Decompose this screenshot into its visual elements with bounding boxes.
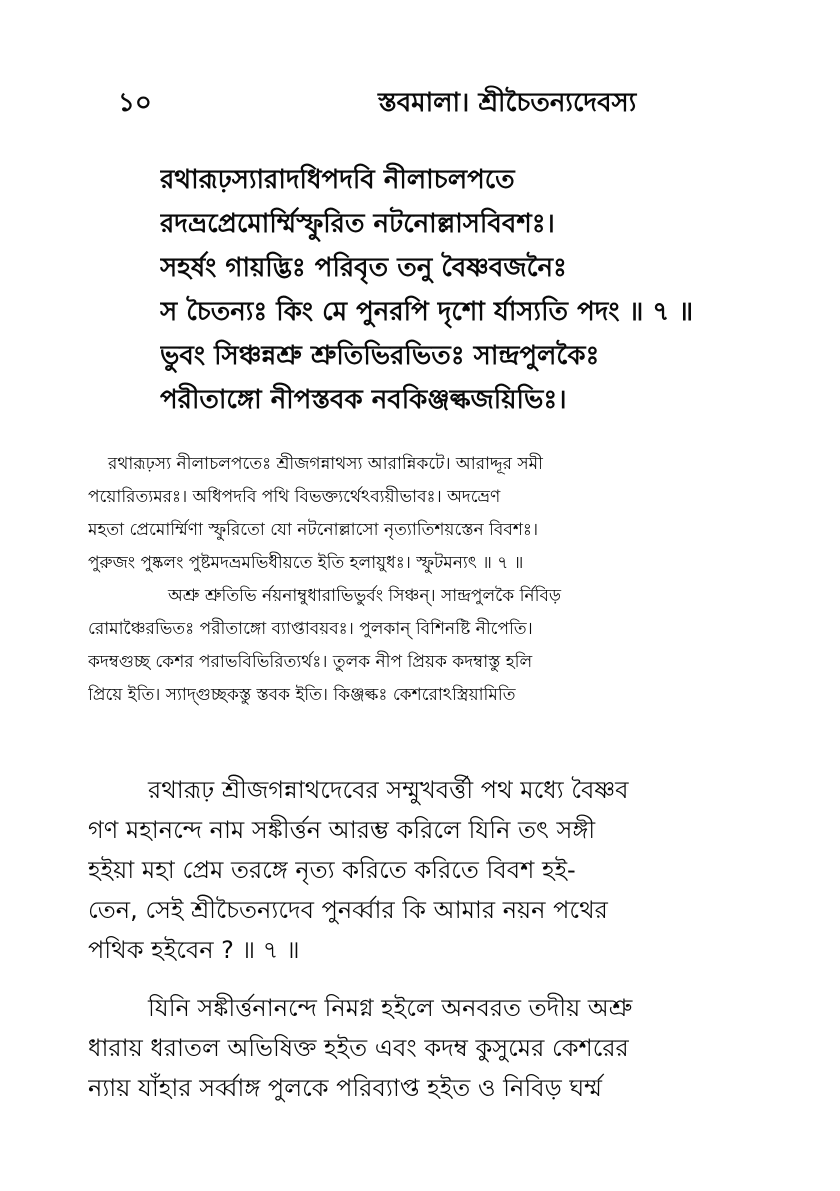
- translation-line: রথারূঢ় শ্রীজগন্নাথদেবের সম্মুখবর্ত্তী পথ মধ্যে বৈষ্ণব: [148, 776, 629, 804]
- commentary-line: পয়োরিত্যমরঃ। অধিপদবি পথি বিভক্ত্যর্থেঽব্যয়ীভাবঃ। অদভ্রেণ: [88, 487, 501, 507]
- paragraph-line: ন্যায় যাঁহার সর্ব্বাঙ্গ পুলকে পরিব্যাপ্ত হইত ও নিবিড় ঘর্ম্ম: [88, 1074, 602, 1102]
- sanskrit-verse: [160, 158, 800, 422]
- translation-line: তেন, সেই শ্রীচৈতন্যদেব পুনর্ব্বার কি আমার নয়ন পথের: [88, 896, 608, 924]
- commentary-line: কদম্বগুচ্ছ কেশর পরাভবিভিরিত্যর্থঃ। তুলক নীপ প্রিয়ক কদম্বাস্তু হলি: [88, 652, 533, 672]
- page-number: ১০: [118, 88, 152, 118]
- verse-line: সহর্ষং গায়দ্ভিঃ পরিবৃত তনু বৈষ্ণবজনৈঃ: [160, 253, 567, 283]
- translation-line: হইয়া মহা প্রেম তরঙ্গে নৃত্য করিতে করিতে বিবশ হই-: [88, 856, 576, 884]
- commentary-line: রোমাঞ্চৈরভিতঃ পরীতাঙ্গো ব্যাপ্তাবয়বঃ। পুলকান্ বিশিনষ্টি নীপেতি।: [88, 619, 533, 639]
- page-header: [0, 82, 840, 122]
- running-title: স্তবমালা। শ্রীচৈতন্যদেবস্য: [378, 88, 637, 118]
- verse-line: স চৈতন্যঃ কিং মে পুনরপি দৃশো র্যাস্যতি পদং ॥ ৭ ॥: [160, 297, 694, 327]
- bengali-paragraph: [88, 988, 788, 1108]
- commentary-line: মহতা প্রেমোর্ম্মিণা স্ফুরিতো যো নটনোল্লাসো নৃত্যাতিশয়স্তেন বিবশঃ।: [88, 520, 539, 540]
- verse-line: পরীতাঙ্গো নীপস্তবক নবকিঞ্জল্কজয়িভিঃ।: [160, 385, 567, 415]
- paragraph-line: যিনি সঙ্কীর্ত্তনানন্দে নিমগ্ন হইলে অনবরত তদীয় অশ্রু: [148, 994, 633, 1022]
- verse-line: ভুবং সিঞ্চন্নশ্রু শ্রুতিভিরভিতঃ সান্দ্রপুলকৈঃ: [160, 341, 600, 371]
- sanskrit-commentary: [88, 448, 788, 712]
- commentary-line: রথারূঢ়স্য নীলাচলপতেঃ শ্রীজগন্নাথস্য আরান্নিকটে। আরাদ্দূর সমী: [108, 454, 543, 474]
- commentary-line: প্রিয়ে ইতি। স্যাদ্গুচ্ছকস্তু স্তবক ইতি। কিঞ্জল্কঃ কেশরোঽস্ত্রিয়ামিতি: [88, 685, 516, 705]
- translation-line: পথিক হইবেন ? ॥ ৭ ॥: [88, 936, 300, 964]
- translation-line: গণ মহানন্দে নাম সঙ্কীর্ত্তন আরম্ভ করিলে যিনি তৎ সঙ্গী: [88, 816, 596, 844]
- verse-line: রদভ্রপ্রেমোর্ম্মিস্ফুরিত নটনোল্লাসবিবশঃ।: [160, 209, 555, 239]
- bengali-translation: [88, 770, 788, 970]
- verse-line: রথারূঢ়স্যারাদধিপদবি নীলাচলপতে: [160, 165, 515, 195]
- commentary-line: পুরুজং পুষ্কলং পুষ্টমদভ্রমভিধীয়তে ইতি হলায়ুধঃ। স্ফুটমন্যৎ ॥ ৭ ॥: [88, 553, 524, 573]
- paragraph-line: ধারায় ধরাতল অভিষিক্ত হইত এবং কদম্ব কুসুমের কেশরের: [88, 1034, 629, 1062]
- commentary-line: অশ্রু শ্রুতিভি র্নয়নাম্বুধারাভিভুর্বং সিঞ্চন্। সান্দ্রপুলকৈ র্নিবিড়: [168, 586, 562, 606]
